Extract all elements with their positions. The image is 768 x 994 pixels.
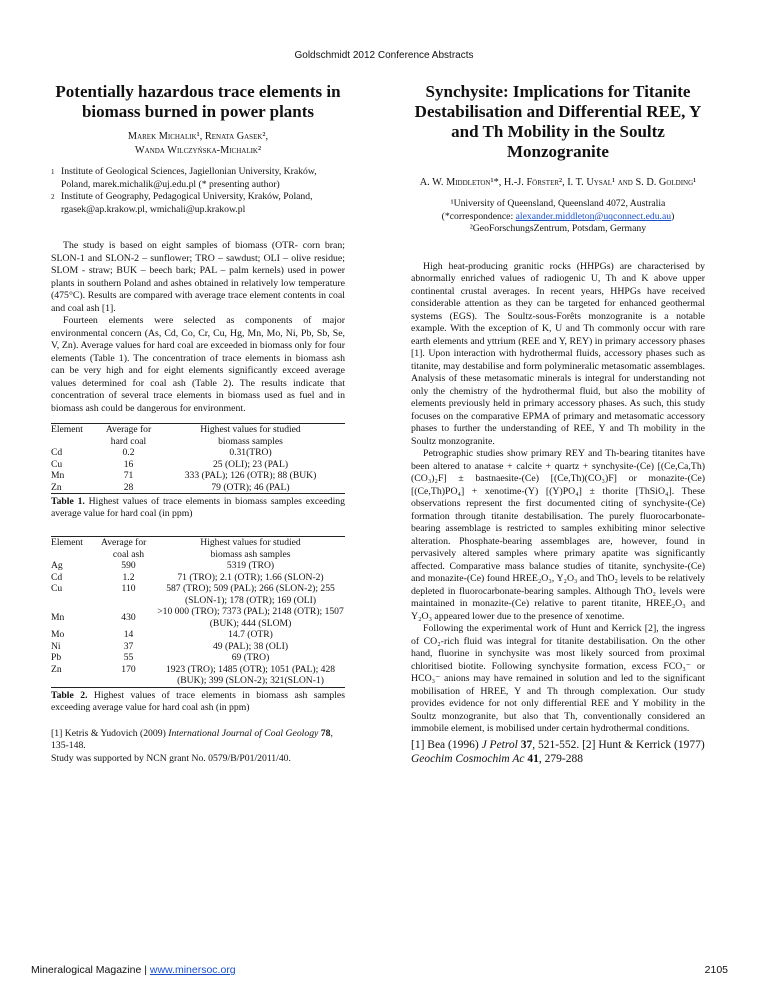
table-1 [51, 423, 345, 494]
right-affiliations [411, 198, 705, 236]
conference-header: Goldschmidt 2012 Conference Abstracts [294, 50, 474, 61]
table-header: Highest values for studied biomass ash samples [156, 537, 345, 561]
right-para-1: High heat-producing granitic rocks (HHPGs) are characterised by abnormally enriched values of radiogenic U, Th and K above upper continental crustal averages. In recent years, HHPGs have received considerable attention as they can be targeted for enhanced geothermal systems (EGS). The Soultz-sous-Forêts monzogranite is a notable example. With the exception of K, U and Th commonly occur with rare earth elements and yttrium (REE and Y, REY) in primary accessory phases [1]. Upon interaction with hydrothermal fluids, accessory phases such as titanite, may destabilise and form polymineralic metasomatic assemblages. Analysis of these metasomatic minerals is integral for understanding not only the chemistry of the hydrothermal fluid, but also the mobility of elements previously held in primary accessory phases. As such, this study focuses on the comparative EPMA of primary and metasomatic accessory phases to further the understanding of REE, Y and Th mobility in the Soultz monzogranite. [411, 260, 705, 447]
left-references [51, 728, 345, 766]
table-row: Cd 1.2 71 (TRO); 2.1 (OTR); 1.66 (SLON-2) [51, 571, 324, 583]
table-row: Cu 16 25 (OLI); 23 (PAL) [51, 458, 289, 470]
funding-note: Study was supported by NCN grant No. 0579/B/P01/2011/40. [51, 752, 291, 764]
table-header: Highest values for studied biomass samples [156, 424, 345, 448]
left-affil-2: Institute of Geography, Pedagogical University, Kraków, Poland, rgasek@ap.krakow.pl, wmichali@up.krakow.pl [61, 191, 313, 215]
left-affil-1: Institute of Geological Sciences, Jagiellonian University, Kraków, Poland, marek.michalik@uj.edu.pl (* presenting author) [61, 166, 317, 190]
table-2 [51, 536, 345, 688]
left-affiliations [51, 166, 345, 216]
table-row: Cd 0.2 0.31(TRO) [51, 447, 272, 458]
table-row: Mn 430 >10 000 (TRO); 7373 (PAL); 2148 (OTR); 1507 (BUK); 444 (SLOM) [51, 606, 344, 629]
table-row: Mo 14 14.7 (OTR) [51, 629, 273, 640]
left-authors-line1: Marek Michalik¹, Renata Gasek², [127, 131, 269, 142]
page-number: 2105 [704, 964, 728, 976]
right-para-2: Petrographic studies show primary REY and Th-bearing titanites have been altered to anatase + calcite + quartz + synchysite-(Ce) [(Ce,Ca,Th)(CO₃)₂F] ± bastnaesite-(Ce) [(Ce,Th)(CO₃)F] or monazite-(Ce) [(Ce,Th)PO₄] + xenotime-(Y) [(Y)PO₄] ± thorite [ThSiO₄]. These observations represent the first documented citing of synchysite-(Ce) formation through titanite destabilisation. The purely fluorocarbonate-bearing assemblage is restricted to samples exhibiting minor selective alteration. Phosphate-bearing assemblages are, however, found in pervasively altered samples where primary apatite was significantly affected. Comparative mass balance studies of titanite, synchysite-(Ce) and monazite-(Ce) found HREE₂O₃, Y₂O₃ and ThO₂ levels to be relatively depleted in fluorocarbonate-bearing samples. Although ThO₂ levels were maintained in monazite-(Ce) relative to parent titanite, HREE₂O₃ and Y₂O₃ appeared lower due to the presence of xenotime. [411, 448, 705, 622]
right-affil-2: (*correspondence: alexander.middleton@uqconnect.edu.au) [441, 210, 675, 222]
left-body [51, 240, 345, 415]
table-header: Average for coal ash [101, 537, 156, 561]
left-abstract [51, 82, 345, 765]
table-row: Zn 28 79 (OTR); 46 (PAL) [51, 482, 345, 494]
affil-number: 2 [51, 193, 55, 201]
affil-number: 1 [51, 168, 55, 176]
table-row: Mn 71 333 (PAL); 126 (OTR); 88 (BUK) [51, 470, 317, 481]
table-2-caption: Table 2. Highest values of trace elements in biomass ash samples exceeding average value for hard coal ash (in ppm) [51, 689, 345, 713]
table-row: Ag 590 5319 (TRO) [51, 560, 275, 571]
left-authors [51, 130, 345, 158]
table-header: Element [51, 424, 101, 448]
email-link[interactable]: alexander.middleton@uqconnect.edu.au [515, 210, 672, 222]
table-row: Pb 55 69 (TRO) [51, 652, 270, 663]
right-affil-1: ¹University of Queensland, Queensland 4072, Australia [450, 198, 666, 209]
right-para-3: Following the experimental work of Hunt and Kerrick [2], the ingress of CO₂-rich fluid was integral for titanite destabilisation. On the other hand, fluorine in synchysite was most likely sourced from proximal chloritised biotite. Following synchysite formation, excess FCO₃⁻ or HCO₃⁻ anions may have remained in solution and led to the significant mobilisation of HREE, Y and Th through complexation. Our study provides evidence for not only differential REE and Y mobility in the Soultz monzogranite, but also that Th, conventionally considered an immobile element, is mobilised under certain hydrothermal conditions. [411, 623, 705, 734]
table-header: Average for hard coal [101, 424, 156, 448]
table-1-caption: Table 1. Highest values of trace elements in biomass samples exceeding average value for hard coal (in ppm) [51, 496, 345, 519]
left-para-2: Fourteen elements were selected as components of major environmental concern (As, Cd, Co, Cr, Cu, Hg, Mn, Mo, Ni, Pb, Sb, Se, V, Zn). Average values for hard coal are exceeded in biomass only for four elements (Table 1). The concentration of trace elements in biomass ash can be very high and for eight elements significantly exceed average values determined for coal ash (Table 2). The results indicate that concentration of several trace elements in biomass used as fuel and in biomass ash could be dangerous for environment. [51, 315, 345, 414]
right-abstract [411, 82, 705, 766]
right-authors: A. W. Middleton¹*, H.-J. Förster², I. T. Uysal¹ and S. D. Golding¹ [419, 177, 697, 188]
left-para-1: The study is based on eight samples of biomass (OTR- corn bran; SLON-1 and SLON-2 – sunflower; TRO – sawdust; OLI – olive residue; SLOM - straw; BUK – beech bark; PAL – palm kernels) used in power plants in southern Poland and ashes obtained in relatively low temperature (475°C). Results are compared with average trace element contents in coal and coal ash [1]. [51, 240, 345, 314]
table-row: Zn 170 1923 (TRO); 1485 (OTR); 1051 (PAL); 428 (BUK); 399 (SLON-2); 321(SLON-1) [51, 664, 345, 688]
right-references: [1] Bea (1996) J Petrol 37, 521-552. [2] Hunt & Kerrick (1977) Geochim Cosmochim Ac 41, 279-288 [411, 738, 705, 765]
table-row: Ni 37 49 (PAL); 38 (OLI) [51, 640, 289, 652]
table-row: Cu 110 587 (TRO); 509 (PAL); 266 (SLON-2); 255 (SLON-1); 178 (OTR); 169 (OLI) [51, 583, 335, 606]
left-title: Potentially hazardous trace elements in biomass burned in power plants [55, 82, 341, 121]
footer-journal: Mineralogical Magazine | www.minersoc.org [31, 964, 236, 976]
right-body [411, 261, 705, 736]
right-title: Synchysite: Implications for Titanite Destabilisation and Differential REE, Y and Th Mobility in the Soultz Monzogranite [414, 82, 702, 161]
reference-1: [1] Ketris & Yudovich (2009) International Journal of Coal Geology 78, 135-148. [51, 727, 333, 751]
right-affil-3: ²GeoForschungsZentrum, Potsdam, Germany [469, 223, 647, 234]
table-header: Element [51, 537, 101, 561]
journal-link[interactable]: www.minersoc.org [149, 964, 236, 976]
left-authors-line2: Wanda Wilczyńska-Michalik² [134, 145, 262, 156]
